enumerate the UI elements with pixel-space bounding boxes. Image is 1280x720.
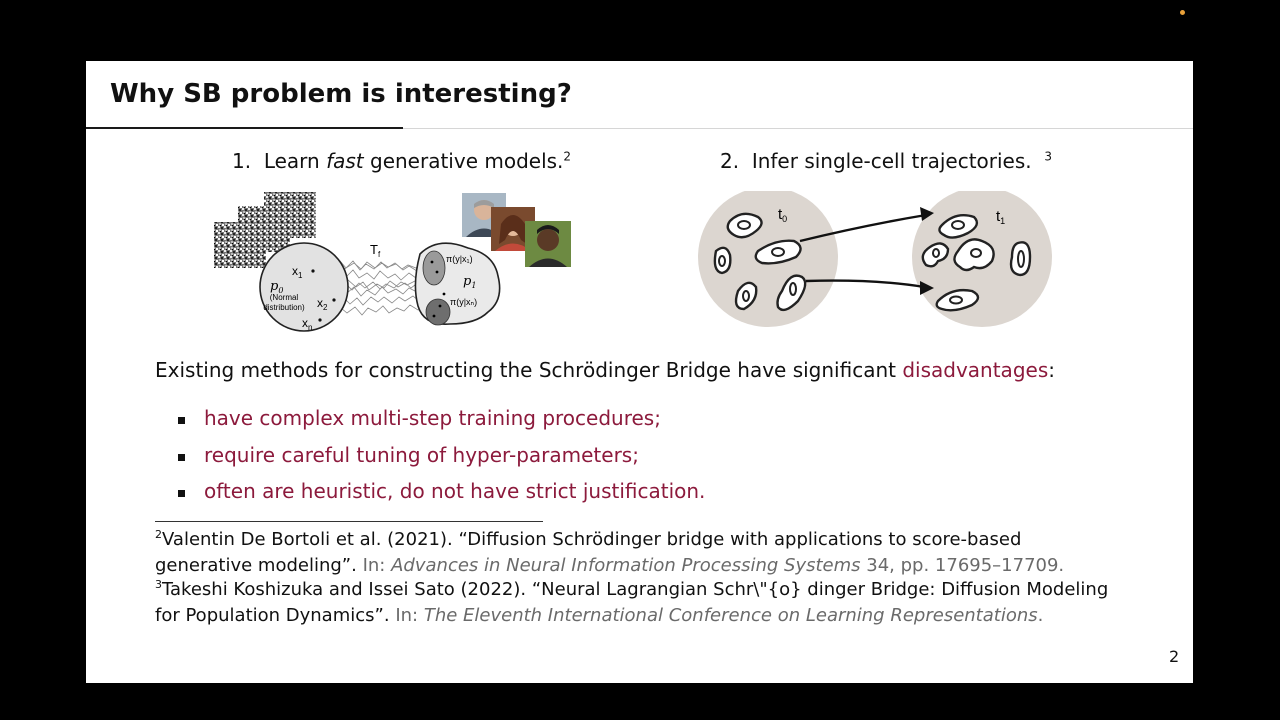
page-number: 2 bbox=[1169, 647, 1180, 666]
noise-image bbox=[214, 222, 266, 268]
disadvantages-highlight: disadvantages bbox=[902, 358, 1049, 382]
section1-heading: 1. Learn fast generative models.$^2$ bbox=[232, 149, 572, 173]
label-pi-y-xn: π(y|xₙ) bbox=[450, 297, 478, 307]
bullet-square-icon bbox=[178, 454, 185, 461]
title-progress-bar bbox=[86, 127, 403, 129]
section2-heading: 2. Infer single-cell trajectories. $^3$ bbox=[720, 149, 1052, 173]
recording-indicator bbox=[1180, 10, 1185, 15]
face-photo bbox=[525, 221, 571, 267]
footnote-2: $^2$Valentin De Bortoli et al. (2021). “Diffusion Schrödinger bridge with applications to score-based generative modeling”. In: Advances in Neural Information Processing Systems 34, pp. 17695–17709. bbox=[155, 528, 1065, 576]
footnote-ref: 3 bbox=[1044, 149, 1052, 164]
label-normal: (Normal bbox=[269, 293, 299, 302]
label-t0: $t_0$ bbox=[778, 206, 788, 224]
label-pi-y-x1: π(y|x₁) bbox=[446, 254, 473, 264]
cell bbox=[1011, 242, 1030, 275]
generative-model-figure bbox=[206, 184, 576, 344]
label-t1: $t_1$ bbox=[996, 208, 1006, 226]
label-x2: $x_2$ bbox=[317, 296, 328, 312]
bullet-square-icon bbox=[178, 490, 185, 497]
label-distribution: distribution) bbox=[263, 303, 305, 312]
slide: Why SB problem is interesting? 1. Learn fast generative models.$^2$ 2. Infer single-cell trajectories. $^3$ $x_1$ $p_0$ $x_2$ (Normal distribution) $x_n$ $T_f$ π(y|x₁) $p_1$ π(y|xₙ) $t_0$ $t_1$ Existing methods for constructing the Schrödinger Bridge have significant disadvantages: have complex multi-step training procedures; require careful tuning of hyper-parameters; often are heuristic, do not have strict justification. $^2$Valentin De Bortoli et al. (2021). “Diffusion Schrödinger bridge with applications to score-based generative modeling”. In: Advances in Neural Information Processing Systems 34, pp. 17695–17709. $^3$Takeshi Koshizuka and Issei Sato (2022). “Neural Lagrangian Schr\"{o} dinger Bridge: Diffusion Modeling for Population Dynamics”. In: The Eleventh International Conference on Learning Representations. 2 bbox=[86, 61, 1193, 683]
label-x1: $x_1$ bbox=[292, 264, 303, 280]
label-tf: $T_f$ bbox=[370, 242, 381, 259]
slide-title: Why SB problem is interesting? bbox=[110, 79, 572, 109]
disadvantages-intro: Existing methods for constructing the Schrödinger Bridge have significant disadvantages: bbox=[155, 358, 1055, 382]
footnote-divider bbox=[155, 521, 543, 522]
cell-trajectory-figure bbox=[686, 191, 1066, 331]
footnote-ref: 2 bbox=[563, 149, 572, 164]
label-xn: $x_n$ bbox=[302, 316, 313, 332]
bullet-square-icon bbox=[178, 417, 185, 424]
footnote-3: $^3$Takeshi Koshizuka and Issei Sato (2022). “Neural Lagrangian Schr\"{o} dinger Bridge: Diffusion Modeling for Population Dynamics”. In: The Eleventh International Conference on Learning Representations. bbox=[155, 578, 1109, 626]
label-p1: $p_1$ bbox=[463, 274, 477, 290]
cell bbox=[715, 248, 730, 273]
label-p0: $p_0$ bbox=[270, 279, 284, 295]
